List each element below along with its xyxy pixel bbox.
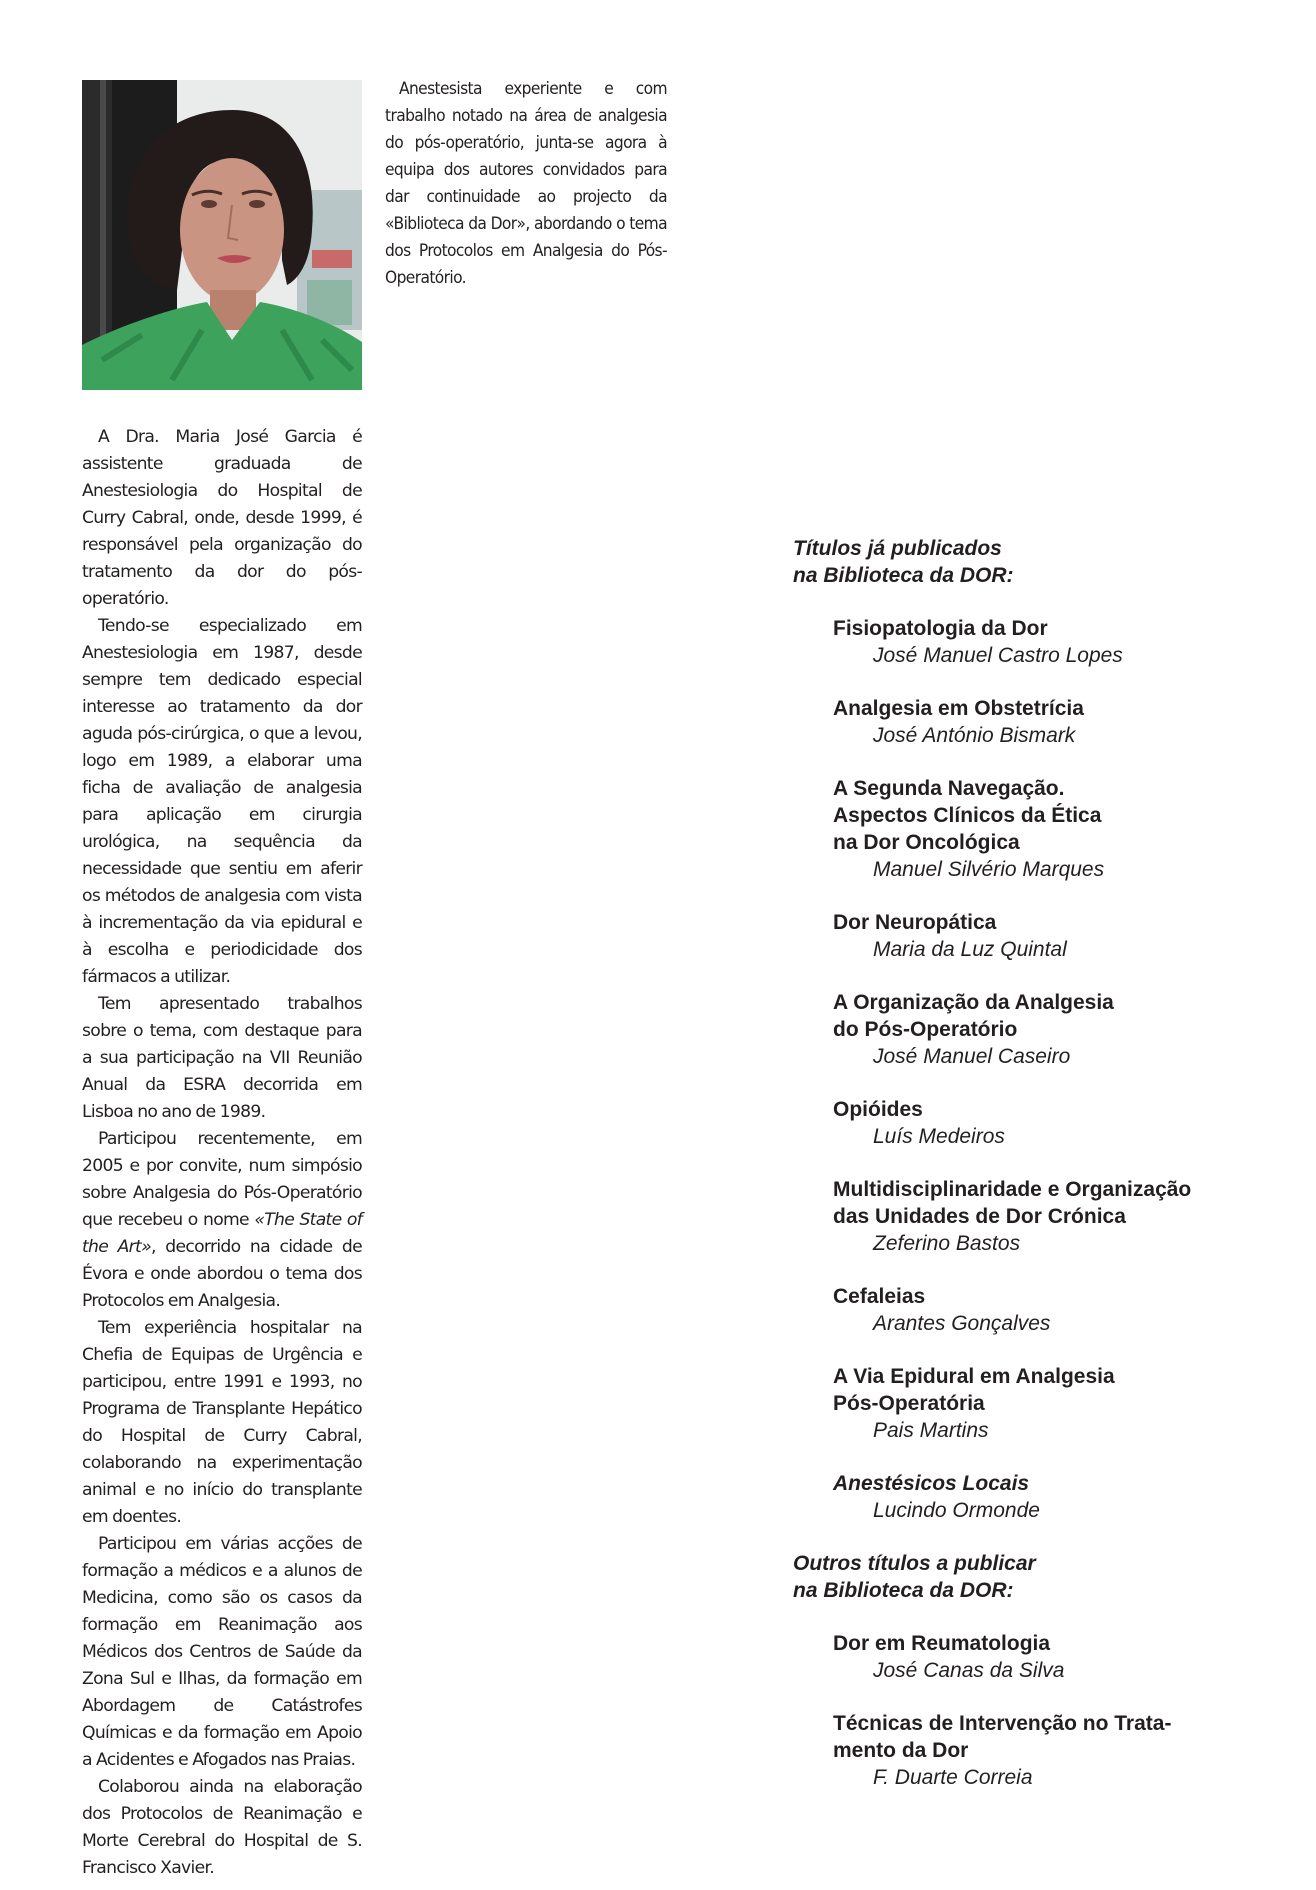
heading-line: Outros títulos a publicar [793,1552,1036,1575]
book-author: José Manuel Caseiro [873,1045,1071,1068]
book-author: Pais Martins [873,1419,989,1442]
book-author: Maria da Luz Quintal [873,938,1067,961]
author-intro-blurb [385,76,667,292]
book-title-line: das Unidades de Dor Crónica [833,1205,1126,1228]
book-title-line: Pós-Operatória [833,1392,985,1415]
book-title-line: Opióides [833,1098,923,1121]
book-title-line: mento da Dor [833,1739,969,1762]
book-title [833,1176,1263,1230]
book-title [833,615,1263,642]
book-title-line: Dor Neuropática [833,911,997,934]
book-author: Manuel Silvério Marques [873,858,1105,881]
book-title-line: Dor em Reumatologia [833,1632,1051,1655]
book-author: Lucindo Ormonde [873,1499,1040,1522]
book-title-line: Técnicas de Intervenção no Trata- [833,1712,1172,1735]
book-title [833,775,1263,856]
book-entry [833,1630,1263,1684]
book-author: José Manuel Castro Lopes [873,644,1123,667]
book-title [833,909,1263,936]
book-title [833,1283,1263,1310]
upcoming-section [793,1550,1263,1791]
book-entry [833,989,1263,1070]
upcoming-heading [793,1550,1263,1604]
author-portrait-photo [82,80,362,390]
book-title [833,989,1263,1043]
book-title-line: A Organização da Analgesia [833,991,1114,1014]
book-author: Arantes Gonçalves [873,1312,1051,1335]
book-title-line: Anestésicos Locais [833,1472,1030,1495]
book-entry [833,1283,1263,1337]
book-entry [833,695,1263,749]
book-entry [833,775,1263,883]
book-entry [833,1470,1263,1524]
bio-paragraph: Colaborou ainda na elaboração dos Protocolos de Reanimação e Morte Cerebral do Hospital de S. Francisco Xavier. [82,1777,362,1878]
book-title-line: do Pós-Operatório [833,1018,1018,1041]
book-author: José Canas da Silva [873,1659,1065,1682]
published-list [793,615,1263,1524]
book-title-line: Analgesia em Obstetrícia [833,697,1084,720]
book-entry [833,615,1263,669]
book-title-line: Fisiopatologia da Dor [833,617,1048,640]
book-title-line: na Dor Oncológica [833,831,1020,854]
bio-paragraph: Participou em várias acções de formação a médicos e a alunos de Medicina, como são os casos da formação em Reanimação aos Médicos dos Centros de Saúde da Zona Sul e Ilhas, da formação em Abordagem de Catástrofes Químicas e da formação em Apoio a Acidentes e Afogados nas Praias. [82,1534,362,1770]
book-author: Luís Medeiros [873,1125,1005,1148]
book-title [833,1710,1263,1764]
book-title-line: Multidisciplinaridade e Organização [833,1178,1192,1201]
book-title [833,695,1263,722]
book-title-line: Cefaleias [833,1285,926,1308]
intro-paragraph: Anestesista experiente e com trabalho notado na área de analgesia do pós-operatório, junta-se agora à equipa dos autores convidados para dar continuidade ao projecto da «Biblioteca da Dor», abordando o tema dos Protocolos em Analgesia do Pós-Operatório. [385,79,667,288]
book-title [833,1363,1263,1417]
book-title-line: A Via Epidural em Analgesia [833,1365,1115,1388]
event-name: «The State of the Art» [82,1210,363,1257]
book-title [833,1096,1263,1123]
bio-paragraph [82,1126,362,1315]
bio-paragraph: Tem experiência hospitalar na Chefia de Equipas de Urgência e participou, entre 1991 e 1993, no Programa de Transplante Hepático do Hospital de Curry Cabral, colaborando na experimentação animal e no início do transplante em doentes. [82,1318,362,1527]
book-entry [833,1176,1263,1257]
book-entry [833,909,1263,963]
published-heading [793,535,1263,589]
bio-text: Participou recentemente, em 2005 e por convite, num simpósio sobre Analgesia do Pós-Operatório que recebeu o nome [82,1129,362,1230]
book-entry [833,1710,1263,1791]
book-title [833,1630,1263,1657]
bio-paragraph: Tendo-se especializado em Anestesiologia em 1987, desde sempre tem dedicado especial interesse ao tratamento da dor aguda pós-cirúrgica, o que a levou, logo em 1989, a elaborar uma ficha de avaliação de analgesia para aplicação em cirurgia urológica, na sequência da necessidade que sentiu em aferir os métodos de analgesia com vista à incrementação da via epidural e à escolha e periodicidade dos fármacos a utilizar. [82,616,362,987]
book-author: Zeferino Bastos [873,1232,1021,1255]
published-section [793,535,1263,1524]
author-biography [82,424,362,1882]
book-title [833,1470,1263,1497]
book-title-line: A Segunda Navegação. [833,777,1065,800]
bio-text: , decorrido na cidade de Évora e onde abordou o tema dos Protocolos em Analgesia. [82,1237,362,1311]
book-title-line: Aspectos Clínicos da Ética [833,804,1102,827]
bio-paragraph: Tem apresentado trabalhos sobre o tema, com destaque para a sua participação na VII Reunião Anual da ESRA decorrida em Lisboa no ano de 1989. [82,994,362,1122]
bio-paragraph: A Dra. Maria José Garcia é assistente graduada de Anestesiologia do Hospital de Curry Cabral, onde, desde 1999, é responsável pela organização do tratamento da dor do pós-operatório. [82,427,362,609]
portrait-image-icon [82,80,362,390]
heading-line: na Biblioteca da DOR: [793,564,1014,587]
book-author: José António Bismark [873,724,1076,747]
book-author: F. Duarte Correia [873,1766,1033,1789]
book-catalog [793,535,1263,1817]
heading-line: Títulos já publicados [793,537,1002,560]
book-entry [833,1096,1263,1150]
book-entry [833,1363,1263,1444]
heading-line: na Biblioteca da DOR: [793,1579,1014,1602]
upcoming-list [793,1630,1263,1791]
